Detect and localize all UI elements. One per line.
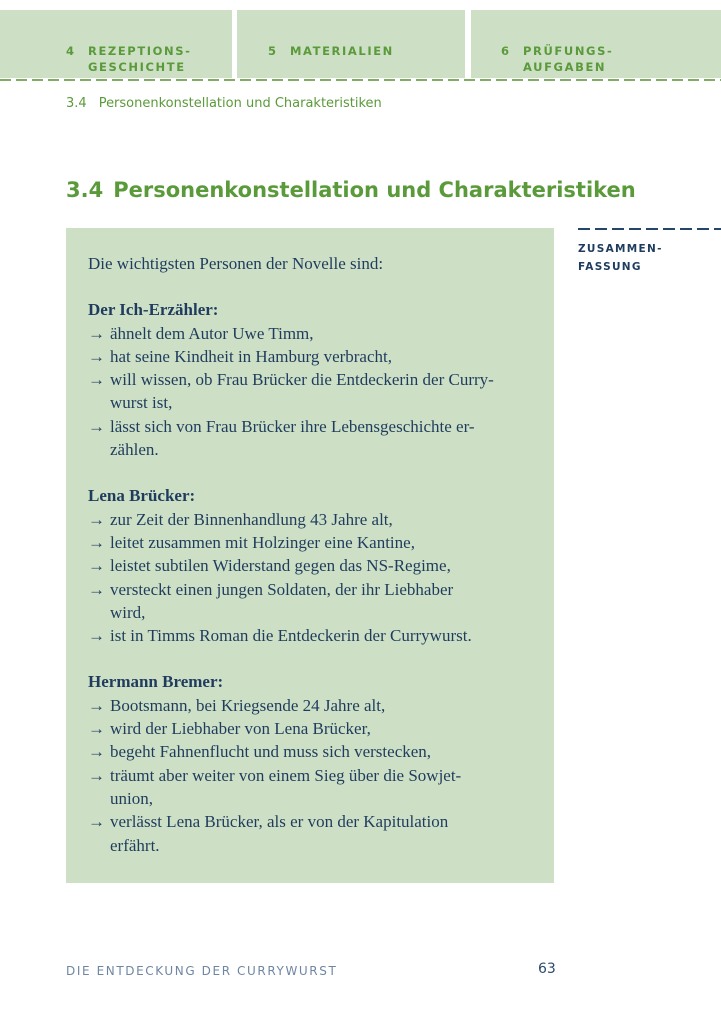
trait-item (88, 694, 538, 717)
trait-item (88, 717, 538, 740)
character-name: Der Ich-Erzähler: (88, 300, 219, 320)
trait-item (88, 740, 538, 763)
tab-number: 6 (501, 44, 511, 58)
arrow-right-icon: → (88, 812, 105, 832)
chapter-tabs (0, 10, 721, 78)
trait-item (88, 810, 538, 857)
trait-text: erfährt. (110, 835, 160, 855)
header-divider (0, 79, 721, 81)
tab-pruefungsaufgaben[interactable] (471, 10, 721, 78)
trait-list (88, 322, 538, 462)
arrow-right-icon: → (88, 765, 105, 785)
trait-text: union, (110, 788, 153, 808)
trait-item (88, 578, 538, 625)
trait-item (88, 531, 538, 554)
tab-number: 5 (268, 44, 278, 58)
character-section (88, 298, 538, 461)
arrow-right-icon: → (88, 346, 105, 366)
arrow-right-icon: → (88, 370, 105, 390)
page-number: 63 (538, 961, 556, 977)
trait-item (88, 345, 538, 368)
trait-item (88, 764, 538, 811)
trait-text: zur Zeit der Binnenhandlung 43 Jahre alt, (110, 509, 393, 529)
trait-text: leistet subtilen Widerstand gegen das NS-Regime, (110, 556, 451, 576)
arrow-right-icon: → (88, 532, 105, 552)
summary-content (88, 252, 538, 880)
arrow-right-icon: → (88, 579, 105, 599)
arrow-right-icon: → (88, 556, 105, 576)
trait-text: wird der Liebhaber von Lena Brücker, (110, 719, 371, 739)
tab-label: MATERIALIEN (290, 44, 394, 58)
page-title-number: 3.4 (66, 178, 104, 202)
tab-label: REZEPTIONS- GESCHICHTE (88, 44, 192, 74)
trait-text: wird, (110, 602, 146, 622)
character-name: Hermann Bremer: (88, 672, 224, 692)
trait-text: will wissen, ob Frau Brücker die Entdeckerin der Curry- (110, 370, 494, 390)
margin-divider (578, 228, 721, 230)
arrow-right-icon: → (88, 695, 105, 715)
tab-materialien[interactable] (237, 10, 465, 78)
trait-text: ist in Timms Roman die Entdeckerin der Currywurst. (110, 626, 472, 646)
summary-intro: Die wichtigsten Personen der Novelle sind: (88, 254, 384, 273)
trait-text: träumt aber weiter von einem Sieg über die Sowjet- (110, 765, 462, 785)
tab-rezeptionsgeschichte[interactable] (0, 10, 232, 78)
trait-item (88, 322, 538, 345)
trait-item (88, 554, 538, 577)
trait-text: versteckt einen jungen Soldaten, der ihr Liebhaber (110, 579, 454, 599)
tab-number: 4 (66, 44, 76, 58)
arrow-right-icon: → (88, 416, 105, 436)
trait-item (88, 415, 538, 462)
trait-item (88, 508, 538, 531)
trait-text: Bootsmann, bei Kriegsende 24 Jahre alt, (110, 695, 386, 715)
character-sections (88, 298, 538, 857)
trait-item (88, 624, 538, 647)
arrow-right-icon: → (88, 323, 105, 343)
trait-text: verlässt Lena Brücker, als er von der Kapitulation (110, 812, 449, 832)
trait-text: leitet zusammen mit Holzinger eine Kantine, (110, 532, 415, 552)
character-section (88, 670, 538, 856)
summary-box (66, 228, 554, 883)
margin-note: ZUSAMMEN- FASSUNG (578, 243, 663, 273)
trait-item (88, 368, 538, 415)
arrow-right-icon: → (88, 719, 105, 739)
tab-label: PRÜFUNGS- AUFGABEN (523, 44, 614, 74)
trait-text: begeht Fahnenflucht und muss sich verstecken, (110, 742, 432, 762)
trait-list (88, 694, 538, 857)
page-title (66, 178, 636, 202)
arrow-right-icon: → (88, 742, 105, 762)
trait-list (88, 508, 538, 648)
breadcrumb-number: 3.4 (66, 96, 87, 111)
trait-text: ähnelt dem Autor Uwe Timm, (110, 323, 314, 343)
arrow-right-icon: → (88, 626, 105, 646)
character-section (88, 484, 538, 647)
page-title-text: Personenkonstellation und Charakteristiken (113, 178, 636, 202)
footer-book-title: DIE ENTDECKUNG DER CURRYWURST (66, 964, 338, 978)
character-name: Lena Brücker: (88, 486, 196, 506)
trait-text: zählen. (110, 440, 159, 460)
breadcrumb-text: Personenkonstellation und Charakteristiken (98, 96, 382, 111)
trait-text: wurst ist, (110, 393, 173, 413)
breadcrumb (66, 96, 382, 111)
arrow-right-icon: → (88, 509, 105, 529)
trait-text: lässt sich von Frau Brücker ihre Lebensgeschichte er- (110, 416, 475, 436)
trait-text: hat seine Kindheit in Hamburg verbracht, (110, 346, 392, 366)
